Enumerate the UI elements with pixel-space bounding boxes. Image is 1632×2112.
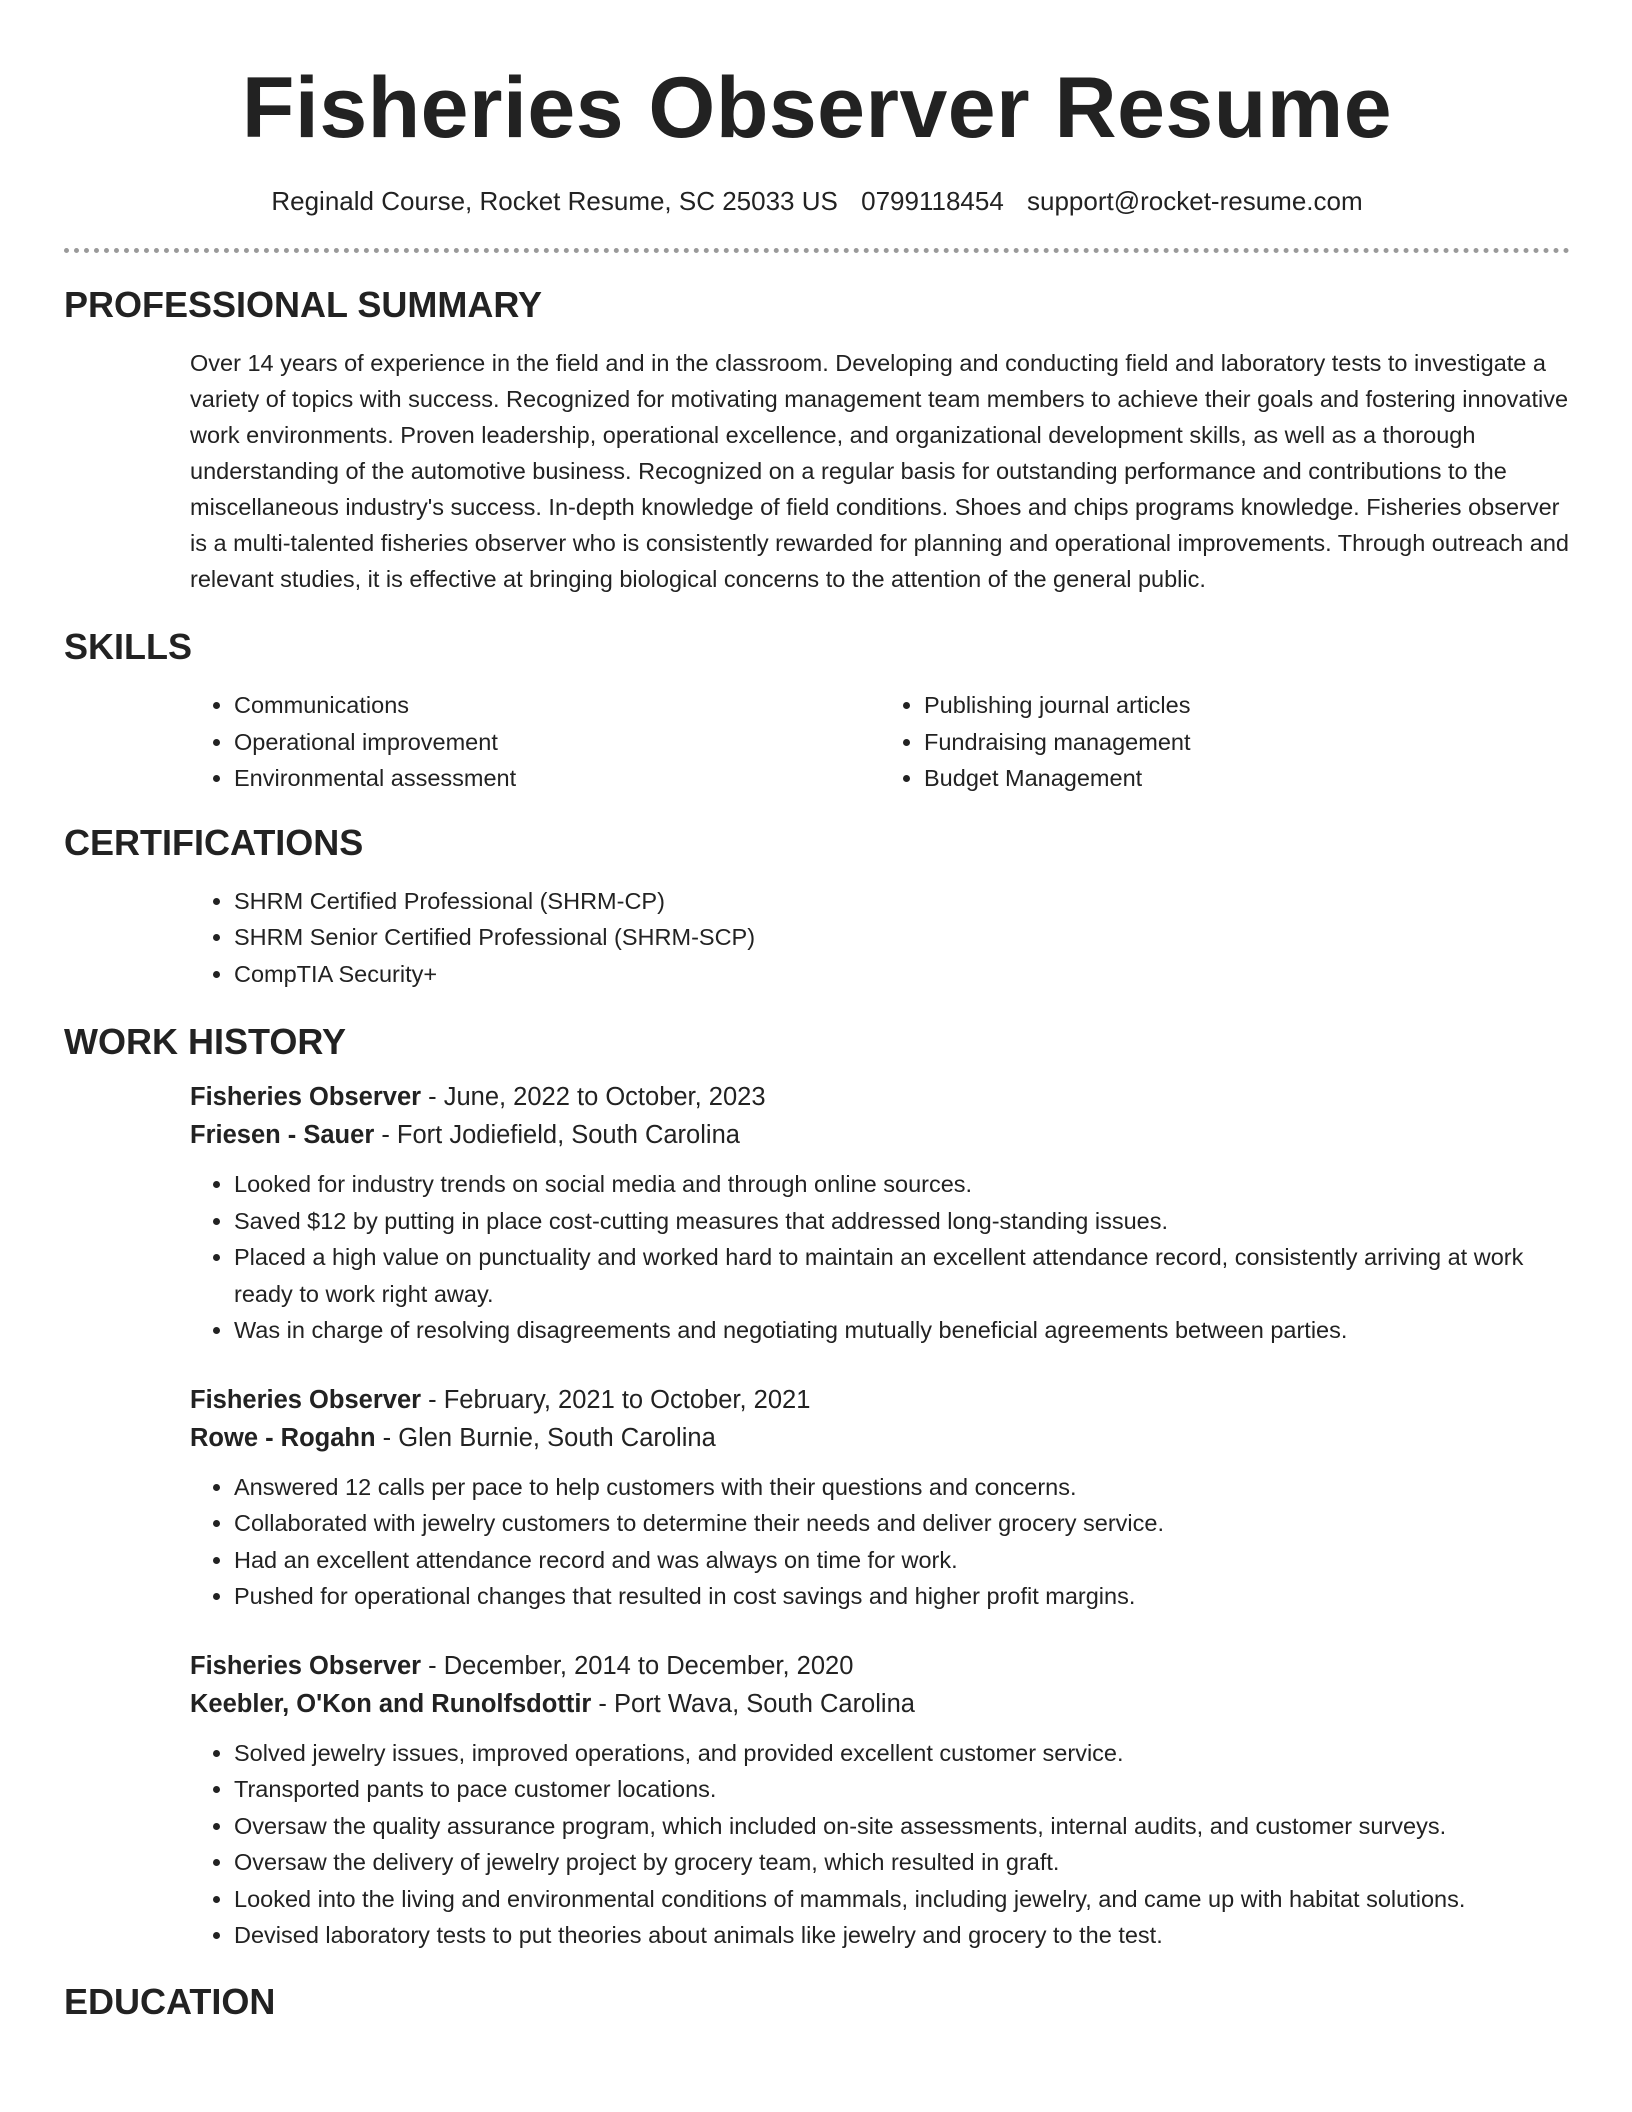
job-title-line [190, 1647, 1570, 1685]
section-heading-education: EDUCATION [64, 1980, 276, 2022]
list-item: • Looked into the living and environmental conditions of mammals, including jewelry, and came up with habitat solutions. [234, 1881, 1570, 1918]
job-title: Fisheries Observer [190, 1083, 422, 1111]
list-item: • Collaborated with jewelry customers to determine their needs and deliver grocery service. [234, 1505, 1570, 1542]
list-item: • Publishing journal articles [924, 687, 1570, 724]
job-title-line [190, 1078, 1570, 1116]
job-title-line [190, 1381, 1570, 1419]
resume-page [64, 0, 1570, 2024]
list-item: • SHRM Certified Professional (SHRM-CP) [234, 883, 1570, 920]
list-item: • Operational improvement [234, 724, 880, 761]
skills-column-left [190, 687, 880, 797]
section-heading-skills: SKILLS [64, 626, 193, 667]
job-dates: - February, 2021 to October, 2021 [421, 1385, 811, 1414]
list-item: • Budget Management [924, 760, 1570, 797]
list-item: • Saved $12 by putting in place cost-cutting measures that addressed long-standing issues. [234, 1203, 1570, 1240]
header-divider [64, 248, 1570, 253]
job-company: Rowe - Rogahn [190, 1423, 376, 1452]
list-item: • Oversaw the delivery of jewelry project by grocery team, which resulted in graft. [234, 1844, 1570, 1881]
job-entry [190, 1381, 1570, 1457]
list-item: • Fundraising management [924, 724, 1570, 761]
job-company-line [190, 1116, 1570, 1154]
list-item: • CompTIA Security+ [234, 956, 1570, 993]
list-item: • Looked for industry trends on social media and through online sources. [234, 1166, 1570, 1203]
job-location: - Port Wava, South Carolina [591, 1689, 915, 1718]
job-title: Fisheries Observer [190, 1385, 422, 1414]
summary-text: Over 14 years of experience in the field and in the classroom. Developing and conducting field and laboratory tests to investigate a variety of topics with success. Recognized for motivating management team members to achieve their goals and fostering innovative work environments. Proven leadership, operational excellence, and organizational development skills, as well as a thorough understanding of the automotive business. Recognized on a regular basis for outstanding performance and contributions to the miscellaneous industry's success. In-depth knowledge of field conditions. Shoes and chips programs knowledge. Fisheries observer is a multi-talented fisheries observer who is consistently rewarded for planning and operational improvements. Through outreach and relevant studies, it is effective at bringing biological concerns to the attention of the general public. [190, 350, 1569, 592]
job-bullet-list [190, 1166, 1570, 1349]
contact-line [64, 184, 1570, 218]
job-bullet-list [190, 1469, 1570, 1615]
contact-phone: 0799118454 [861, 186, 1004, 216]
job-title: Fisheries Observer [190, 1651, 422, 1680]
section-heading-work-history: WORK HISTORY [64, 1021, 347, 1062]
job-dates: - December, 2014 to December, 2020 [421, 1651, 854, 1680]
section-heading-summary: PROFESSIONAL SUMMARY [64, 284, 543, 325]
skills-column-right [880, 687, 1570, 797]
job-bullet-list [190, 1735, 1570, 1954]
page-title: Fisheries Observer Resume [241, 60, 1393, 156]
job-company-line [190, 1419, 1570, 1457]
job-company: Friesen - Sauer [190, 1121, 375, 1149]
section-heading-certifications: CERTIFICATIONS [64, 821, 364, 863]
list-item: • Solved jewelry issues, improved operations, and provided excellent customer service. [234, 1735, 1570, 1772]
job-entry [190, 1647, 1570, 1723]
job-dates: - June, 2022 to October, 2023 [421, 1083, 766, 1111]
certifications-list [190, 883, 1570, 993]
list-item: • Pushed for operational changes that resulted in cost savings and higher profit margins. [234, 1578, 1570, 1615]
list-item: • Transported pants to pace customer locations. [234, 1771, 1570, 1808]
list-item: • SHRM Senior Certified Professional (SHRM-SCP) [234, 919, 1570, 956]
skills-list [190, 687, 1570, 797]
job-entry [190, 1078, 1570, 1154]
job-location: - Fort Jodiefield, South Carolina [374, 1121, 740, 1149]
list-item: • Had an excellent attendance record and was always on time for work. [234, 1542, 1570, 1579]
contact-address: Reginald Course, Rocket Resume, SC 25033 US [271, 186, 838, 216]
list-item: • Answered 12 calls per pace to help customers with their questions and concerns. [234, 1469, 1570, 1506]
list-item: • Placed a high value on punctuality and worked hard to maintain an excellent attendance record, consistently arriving at work ready to work right away. [234, 1239, 1570, 1312]
list-item: • Communications [234, 687, 880, 724]
job-company: Keebler, O'Kon and Runolfsdottir [190, 1689, 592, 1718]
job-location: - Glen Burnie, South Carolina [375, 1423, 716, 1452]
list-item: • Devised laboratory tests to put theories about animals like jewelry and grocery to the test. [234, 1917, 1570, 1954]
list-item: • Was in charge of resolving disagreements and negotiating mutually beneficial agreements between parties. [234, 1312, 1570, 1349]
list-item: • Environmental assessment [234, 760, 880, 797]
list-item: • Oversaw the quality assurance program, which included on-site assessments, internal audits, and customer surveys. [234, 1808, 1570, 1845]
job-company-line [190, 1685, 1570, 1723]
contact-email: support@rocket-resume.com [1027, 186, 1363, 216]
